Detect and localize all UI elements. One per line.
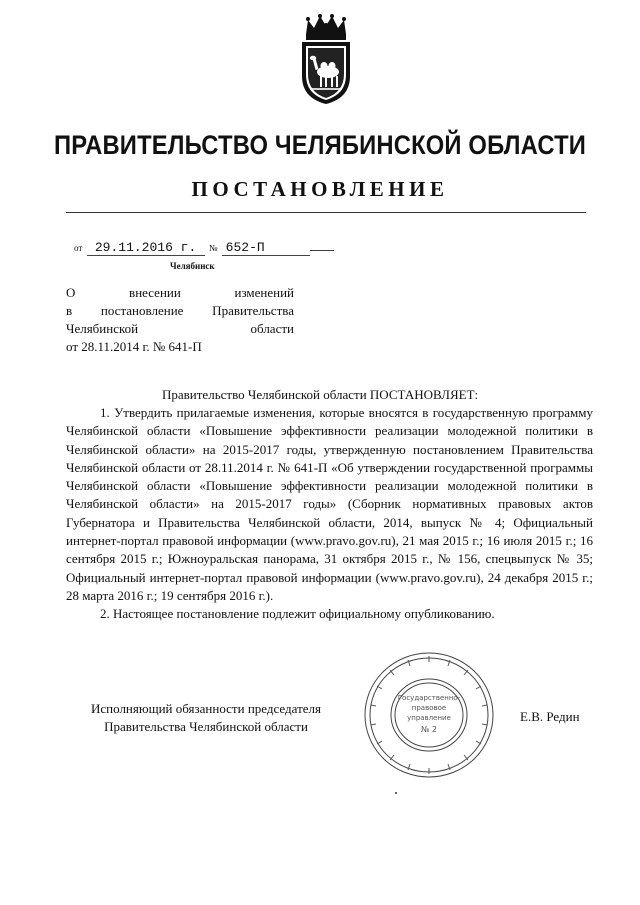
document-date: 29.11.2016 г.	[87, 241, 205, 256]
coat-of-arms-icon	[294, 14, 358, 106]
position-line: Правительства Челябинской области	[104, 719, 308, 734]
seal-inner-line: правовое	[411, 704, 447, 712]
date-label: от	[74, 243, 83, 253]
document-number: 652-П	[222, 241, 310, 256]
seal-inner-line: Государственно-	[397, 694, 461, 702]
subject-line: в постановление Правительства	[66, 303, 294, 318]
subject-line: от 28.11.2014 г. № 641-П	[66, 339, 202, 354]
signatory-position	[68, 700, 344, 736]
seal-inner-line: № 2	[421, 725, 437, 734]
position-line: Исполняющий обязанности председателя	[91, 701, 321, 716]
subject-line: Челябинской области	[66, 321, 294, 336]
header-divider	[66, 212, 586, 213]
registration-line	[74, 241, 334, 256]
number-underline	[310, 250, 334, 251]
official-seal-icon	[360, 648, 498, 782]
document-type: ПОСТАНОВЛЕНИЕ	[191, 177, 449, 201]
seal-inner-line: управление	[407, 714, 451, 722]
number-label: №	[208, 243, 218, 253]
government-title: ПРАВИТЕЛЬСТВО ЧЕЛЯБИНСКОЙ ОБЛАСТИ	[53, 130, 587, 160]
signer-name: Е.В. Редин	[520, 709, 580, 724]
body-paragraph: 1. Утвердить прилагаемые изменения, которые вносятся в государственную программу Челябинской области «Повышение эффективности реализации молодежной политики в Челябинской области» на 2015-2017 годы, утвержденную постановлением Правительства Челябинской области от 28.11.2014 г. № 641-П «Об утверждении государственной программы Челябинской области «Повышение эффективности реализации молодежной политики в Челябинской области» на 2015-2017 годы» (Сборник нормативных правовых актов Губернатора и Правительства Челябинской области, 2014, выпуск № 4; Официальный интернет-портал правовой информации (www.pravo.gov.ru), 21 мая 2015 г.; 16 июля 2015 г.; 16 сентября 2015 г.; Южноуральская панорама, 31 октября 2015 г., № 156, спецвыпуск № 35; Официальный интернет-портал правовой информации (www.pravo.gov.ru), 24 декабря 2015 г.; 28 марта 2016 г.; 19 сентября 2016 г.).	[66, 405, 593, 603]
document-body	[66, 404, 593, 624]
city-name: Челябинск	[170, 261, 215, 271]
subject-line: О внесении изменений	[66, 285, 294, 300]
body-paragraph: 2. Настоящее постановление подлежит официальному опубликованию.	[100, 606, 495, 622]
scan-speck	[395, 792, 397, 794]
document-subject	[66, 284, 294, 356]
preamble: Правительство Челябинской области ПОСТАНОВЛЯЕТ:	[162, 387, 479, 402]
